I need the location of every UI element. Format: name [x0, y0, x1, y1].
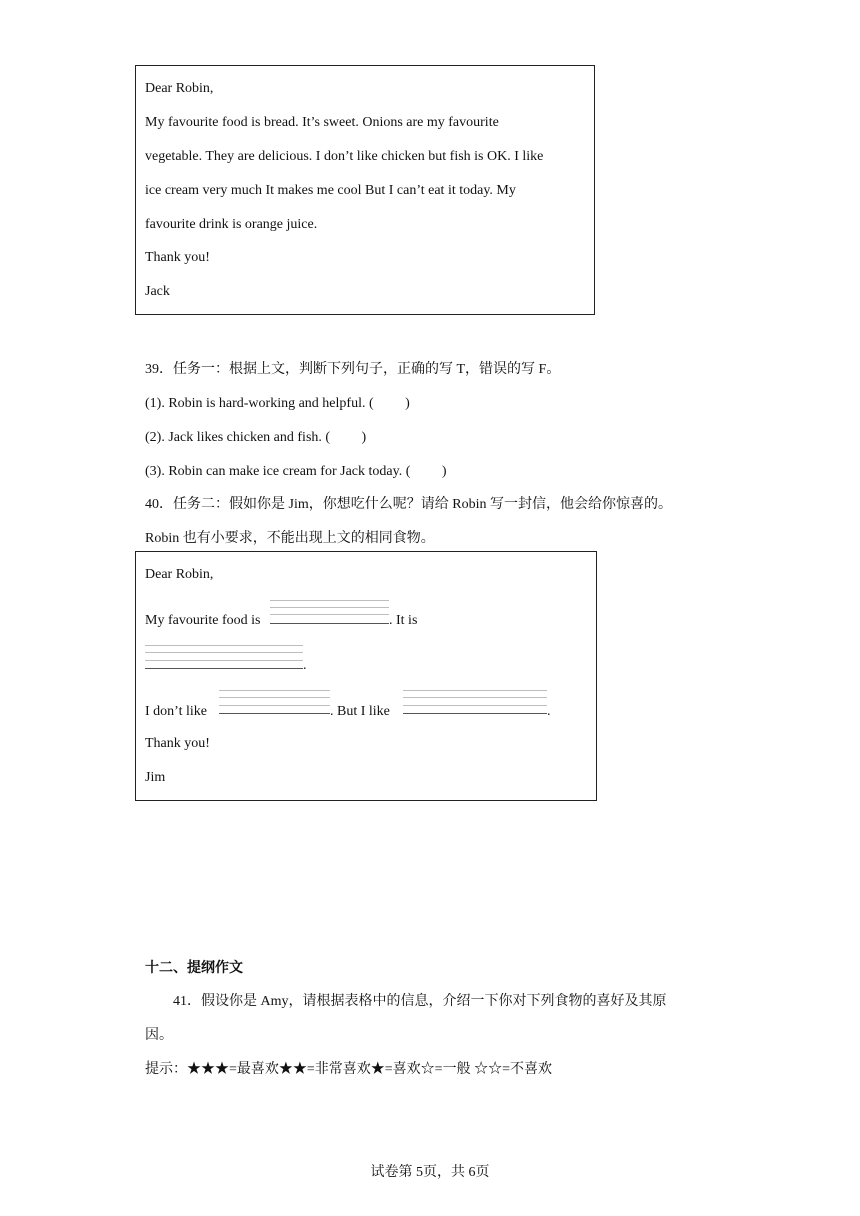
letter1-body-line-3: ice cream very much It makes me cool But I can’t eat it today. My [145, 183, 516, 198]
letter1-signature: Jack [145, 284, 170, 299]
letter2-like-middle: . But I like [330, 704, 390, 719]
q41-line-2: 因。 [145, 1028, 173, 1043]
q41-line-1: 41．假设你是 Amy，请根据表格中的信息，介绍一下你对下列食物的喜好及其原 [173, 994, 667, 1009]
letter2-thanks: Thank you! [145, 736, 210, 751]
taste-blank[interactable] [145, 643, 303, 671]
q39-item-2: (2). Jack likes chicken and fish. ( ) [145, 430, 367, 445]
q40-title-line-1: 40．任务二：假如你是 Jim，你想吃什么呢？请给 Robin 写一封信，他会给你惊喜的。 [145, 497, 672, 512]
letter2-food-prefix: My favourite food is [145, 613, 261, 628]
letter2-dislike-prefix: I don’t like [145, 704, 207, 719]
favourite-food-blank[interactable] [270, 598, 389, 626]
letter1-thanks: Thank you! [145, 250, 210, 265]
letter2-greeting: Dear Robin, [145, 567, 214, 582]
q39-item-3: (3). Robin can make ice cream for Jack today. ( ) [145, 464, 447, 479]
letter2-line3-end: . [547, 704, 551, 719]
letter2-food-suffix: . It is [389, 613, 418, 628]
q40-title-line-2: Robin 也有小要求，不能出现上文的相同食物。 [145, 531, 435, 546]
q39-title: 39．任务一：根据上文，判断下列句子，正确的写 T，错误的写 F。 [145, 362, 561, 377]
letter2-signature: Jim [145, 770, 166, 785]
dislike-food-blank[interactable] [219, 688, 330, 716]
like-food-blank[interactable] [403, 688, 547, 716]
section-12-heading: 十二、提纲作文 [145, 961, 243, 976]
q41-hint: 提示：★★★=最喜欢★★=非常喜欢★=喜欢☆=一般 ☆☆=不喜欢 [145, 1062, 552, 1077]
letter1-body-line-1: My favourite food is bread. It’s sweet. Onions are my favourite [145, 115, 499, 130]
letter2-line2-end: . [303, 658, 307, 673]
page-footer: 试卷第 5页，共 6页 [370, 1165, 490, 1180]
letter1-greeting: Dear Robin, [145, 81, 214, 96]
letter1-body-line-4: favourite drink is orange juice. [145, 217, 318, 232]
letter-box-jim [135, 551, 597, 801]
q39-item-1: (1). Robin is hard-working and helpful. ( ) [145, 396, 410, 411]
letter1-body-line-2: vegetable. They are delicious. I don’t like chicken but fish is OK. I like [145, 149, 544, 164]
